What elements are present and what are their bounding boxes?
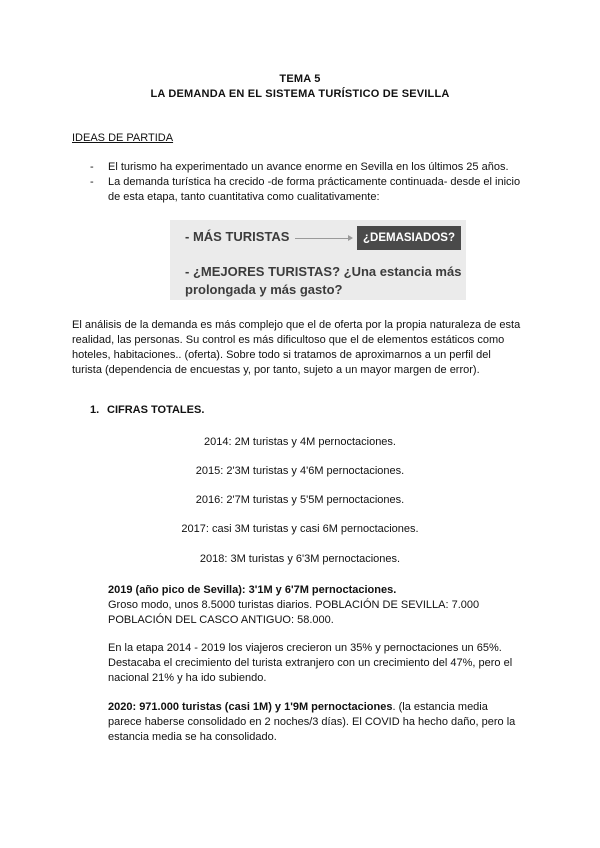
doc-title-main: LA DEMANDA EN EL SISTEMA TURÍSTICO DE SEVILLA: [150, 88, 450, 100]
covid-line: parece haberse consolidado en 2 noches/3 días). El COVID ha hecho daño, pero la: [108, 716, 516, 728]
bullet-item: [90, 175, 530, 205]
callout-better-tourists: - ¿MEJORES TURISTAS? ¿Una estancia más: [185, 264, 462, 279]
analysis-line: hoteles, habitaciones.. (oferta). Sobre todo si tratamos de aproximarnos a un perfil del: [72, 349, 491, 361]
bullet-text: El turismo ha experimentado un avance enorme en Sevilla en los últimos 25 años.: [108, 161, 509, 173]
year-stat: 2017: casi 3M turistas y casi 6M pernoctaciones.: [181, 523, 419, 535]
peak-line: POBLACIÓN DEL CASCO ANTIGUO: 58.000.: [108, 614, 334, 626]
year-stat: 2015: 2'3M turistas y 4'6M pernoctaciones.: [195, 465, 405, 477]
analysis-line: realidad, las personas. Su control es más dificultoso que el de elementos estáticos como: [72, 334, 505, 346]
covid-heading: 2020: 971.000 turistas (casi 1M) y 1'9M pernoctaciones: [108, 701, 393, 713]
peak-line: Groso modo, unos 8.5000 turistas diarios. POBLACIÓN DE SEVILLA: 7.000: [108, 599, 480, 611]
arrow-right-icon: [348, 235, 353, 241]
year-stat: 2014: 2M turistas y 4M pernoctaciones.: [204, 436, 396, 448]
analysis-line: El análisis de la demanda es más complejo que el de oferta por la propia naturaleza de esta: [72, 319, 521, 331]
bullet-dash: -: [90, 161, 94, 173]
section-heading: CIFRAS TOTALES.: [107, 404, 205, 416]
growth-line: nacional 21% y ha ido subiendo.: [108, 672, 267, 684]
analysis-line: turista (dependencia de encuestas y, por tanto, sujeto a un mayor margen de error).: [72, 364, 480, 376]
callout-arrow-line: [295, 238, 350, 239]
covid-note: . (la estancia media: [392, 701, 488, 713]
growth-line: Destacaba el crecimiento del turista extranjero con un crecimiento del 47%, pero el: [108, 657, 513, 669]
ideas-heading: IDEAS DE PARTIDA: [72, 132, 174, 144]
bullet-item: [90, 160, 530, 175]
year-stat: 2016: 2'7M turistas y 5'5M pernoctaciones.: [195, 494, 405, 506]
callout-badge: ¿DEMASIADOS?: [357, 226, 461, 250]
year-stat: 2018: 3M turistas y 6'3M pernoctaciones.: [199, 553, 401, 565]
doc-title-topic: TEMA 5: [279, 73, 321, 85]
peak-year-heading: 2019 (año pico de Sevilla): 3'1M y 6'7M pernoctaciones.: [108, 584, 397, 596]
bullet-text: La demanda turística ha crecido -de forma prácticamente continuada- desde el inicio de esta etapa, tanto cuantitativa como cualitativamente:: [108, 176, 521, 203]
callout-longer-stay: prolongada y más gasto?: [185, 282, 343, 297]
covid-line: [108, 700, 488, 715]
growth-line: En la etapa 2014 - 2019 los viajeros crecieron un 35% y pernoctaciones un 65%.: [108, 642, 502, 654]
section-number: 1.: [90, 404, 100, 416]
bullet-dash: -: [90, 176, 94, 188]
callout-more-tourists: - MÁS TURISTAS: [185, 229, 290, 244]
covid-line: estancia media se ha consolidado.: [108, 731, 277, 743]
